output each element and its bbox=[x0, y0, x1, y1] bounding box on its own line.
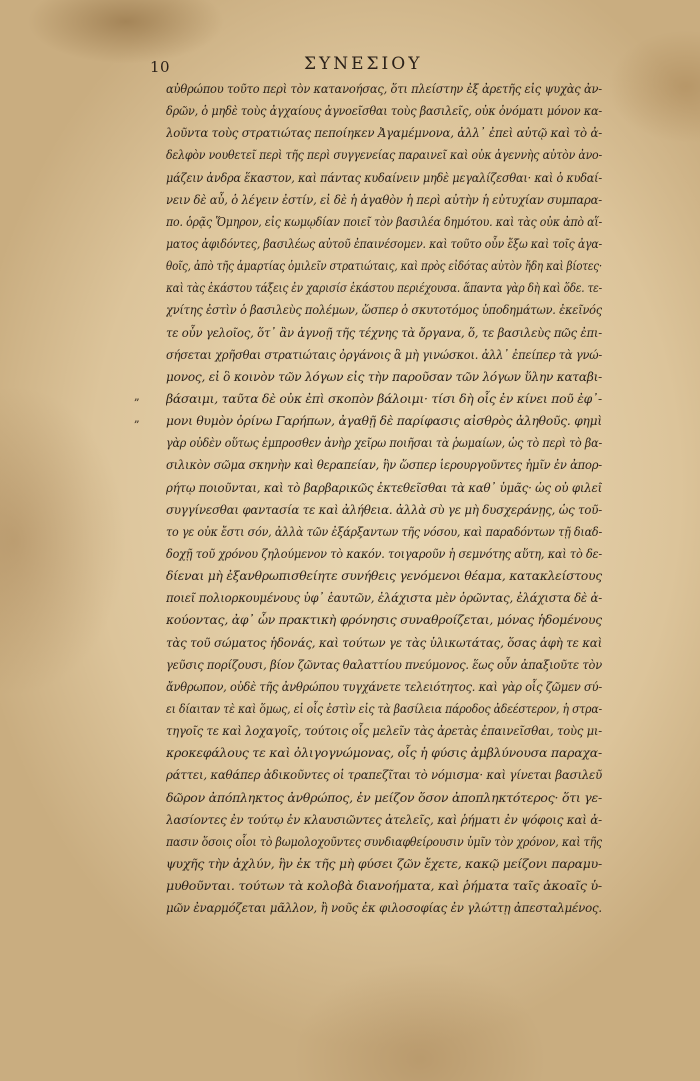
text-line: ρήτῳ ποιοῦνται, καὶ τὸ βαρβαρικῶς ἐκτεθεῖσθαι τὰ καθ᾽ ὑμᾶς· ὡς οὐ φιλεῖ bbox=[166, 480, 602, 495]
text-line: αὐθρώπου τοῦτο περὶ τὸν κατανοήσας, ὅτι πλείστην ἐξ ἀρετῆς εἰς ψυχὰς ἀν- bbox=[166, 82, 602, 96]
running-title: ΣΥΝΕΣΙΟΥ bbox=[304, 54, 423, 74]
text-line: καὶ τὰς ἑκάστου τάξεις ἐν χαρισίσ ἑκάστου περιέχουσα. ἅπαντα γὰρ δὴ καὶ ὅδε. τε- bbox=[166, 281, 602, 296]
text-line: ει δίαιταν τὲ καὶ ὅμως, εἰ οἷς ἐστὶν εἰς τὰ βασίλεια πάροδος ἀδεέστερον, ἡ στρα- bbox=[166, 701, 602, 716]
text-line: ματος ἀφιδόντες, βασιλέως αὐτοῦ ἐπαινέσομεν. καὶ τοῦτο οὖν ἔξω καὶ τοῖς ἀγα- bbox=[166, 236, 602, 251]
text-line: ψυχῆς τὴν ἀχλύν, ἣν ἐκ τῆς μὴ φύσει ζῶν ἔχετε, κακῷ μείζονι παραμυ- bbox=[166, 856, 602, 871]
text-line: πο. ὁρᾷς Ὅμηρον, εἰς κωμῳδίαν ποιεῖ τὸν βασιλέα δημότου. καὶ τὰς οὐκ ἀπὸ αἵ- bbox=[166, 214, 602, 229]
text-line: τηγοῖς τε καὶ λοχαγοῖς, τούτοις οἷς μελεῖν τὰς ἀρετὰς ἐπαινεῖσθαι, τοὺς μι- bbox=[166, 724, 602, 739]
text-line: γεῦσις πορίζουσι, βίον ζῶντας θαλαττίου πνεύμονος. ἕως οὖν ἀπαξιοῦτε τὸν bbox=[166, 657, 602, 672]
text-line: κούοντας, ἀφ᾽ ὧν πρακτικὴ φρόνησις συναθροίζεται, μόνας ἡδομένους bbox=[166, 613, 602, 628]
text-line: νειν δὲ αὖ, ὁ λέγειν ἐστίν, εἰ δὲ ἡ ἀγαθὸν ἡ περὶ αὐτὴν ἡ εὐτυχίαν συμπαρα- bbox=[166, 192, 602, 207]
text-line: το γε οὐκ ἔστι σόν, ἀλλὰ τῶν ἐξάρξαντων τῆς νόσου, καὶ παραδόντων τῇ διαδ- bbox=[166, 524, 602, 539]
text-line: χνίτης ἐστὶν ὁ βασιλεὺς πολέμων, ὥσπερ ὁ σκυτοτόμος ὑποδημάτων. ἐκεῖνός bbox=[166, 303, 602, 318]
text-line: ἄνθρωπον, οὐδὲ τῆς ἀνθρώπου τυγχάνετε τελειότητος. καὶ γὰρ οἷς ζῶμεν σύ- bbox=[166, 679, 602, 694]
text-line: δοχῇ τοῦ χρόνου ζηλούμενον τὸ κακόν. τοιγαροῦν ἡ σεμνότης αὕτη, καὶ τὸ δε- bbox=[166, 546, 602, 561]
text-line: βάσαιμι, ταῦτα δὲ οὐκ ἐπὶ σκοπὸν βάλοιμι· τίσι δὴ οἷς ἐν κίνει ποῦ ἐφ᾽- bbox=[166, 391, 602, 406]
greek-text-block bbox=[166, 78, 602, 919]
text-line: λασίοντες ἐν τούτῳ ἐν κλαυσιῶντες ἀτελεῖς, καὶ ῥήματι ἐν ψόφοις καὶ ἀ- bbox=[166, 812, 602, 827]
text-line: δρῶν, ὁ μηδὲ τοὺς ἀγχαίους ἀγνοεῖσθαι τοὺς βασιλεῖς, οὐκ ὀνόματι μόνον κα- bbox=[166, 104, 602, 119]
text-line: ράττει, καθάπερ ἀδικοῦντες οἱ τραπεζῖται τὸ νόμισμα· καὶ γίνεται βασιλεῦ bbox=[166, 768, 602, 783]
text-line: ποιεῖ πολιορκουμένους ὑφ᾽ ἑαυτῶν, ἐλάχιστα μὲν ὁρῶντας, ἐλάχιστα δὲ ἀ- bbox=[166, 591, 602, 606]
text-line: τε οὖν γελοῖος, ὅτ᾽ ἂν ἀγνοῇ τῆς τέχνης τὰ ὄργανα, ὅ, τε βασιλεὺς πῶς ἐπι- bbox=[166, 325, 602, 340]
text-line: κροκεφάλους τε καὶ ὀλιγογνώμονας, οἷς ἡ φύσις ἀμβλύνουσα παραχα- bbox=[166, 746, 602, 761]
text-line: λοῦντα τοὺς στρατιώτας πεποίηκεν Ἀγαμέμνονα, ἀλλ᾽ ἐπεὶ αὐτῷ καὶ τὸ ἀ- bbox=[166, 126, 602, 141]
text-line: μάζειν ἀνδρα ἕκαστον, καὶ πάντας κυδαίνειν μηδὲ μεγαλίζεσθαι· καὶ ὁ κυδαί- bbox=[166, 170, 602, 185]
text-line: μῶν ἐναρμόζεται μᾶλλον, ἢ νοῦς ἐκ φιλοσοφίας ἐν γλώττῃ ἀπεσταλμένος. bbox=[166, 901, 602, 916]
text-line: δελφὸν νουθετεῖ περὶ τῆς περὶ συγγενείας παραινεῖ καὶ οὐκ ἀγεννὴς αὐτὸν ἀνο- bbox=[166, 148, 602, 163]
text-line: γὰρ οὐδὲν οὕτως ἐμπροσθεν ἀνὴρ χεῖρω ποιῆσαι τὰ ῥωμαίων, ὡς τὸ περὶ τὸ βα- bbox=[166, 436, 602, 451]
page-number: 10 bbox=[150, 58, 171, 76]
margin-quote-marker: „ bbox=[134, 412, 140, 425]
text-line: σιλικὸν σῶμα σκηνὴν καὶ θεραπείαν, ἣν ὥσπερ ἱερουργοῦντες ἡμῖν ἐν ἀπορ- bbox=[166, 458, 602, 473]
margin-quote-marker: „ bbox=[134, 390, 140, 403]
text-line: μυθοῦνται. τούτων τὰ κολοβὰ διανοήματα, καὶ ῥήματα ταῖς ἀκοαῖς ὑ- bbox=[166, 879, 602, 894]
text-line: μονι θυμὸν ὀρίνω Γαρήπων, ἀγαθῇ δὲ παρίφασις αἰσθρὸς ἀληθοῦς. φημὶ bbox=[166, 414, 602, 429]
text-line: θοῖς, ἀπὸ τῆς ἁμαρτίας ὁμιλεῖν στρατιώταις, καὶ πρὸς εἰδότας αὐτὸν ἤδη καὶ βίοτες· bbox=[166, 259, 602, 274]
text-line: τὰς τοῦ σώματος ἡδονάς, καὶ τούτων γε τὰς ὑλικωτάτας, ὅσας ἁφὴ τε καὶ bbox=[166, 635, 602, 650]
text-line: δίεναι μὴ ἐξανθρωπισθείητε συνήθεις γενόμενοι θέαμα, κατακλείστους bbox=[166, 569, 602, 584]
text-line: δῶρον ἀπόπληκτος ἀνθρώπος, ἐν μείζον ὅσον ἀποπληκτότερος· ὅτι γε- bbox=[166, 790, 602, 805]
text-line: σήσεται χρῆσθαι στρατιώταις ὀργάνοις ἃ μὴ γινώσκοι. ἀλλ᾽ ἐπείπερ τὰ γνώ- bbox=[166, 347, 602, 362]
text-line: πασιν ὅσοις οἷοι τὸ βωμολοχοῦντες συνδιαφθείρουσιν ὑμῖν τὸν χρόνον, καὶ τῆς bbox=[166, 834, 602, 849]
text-line: μονος, εἰ ὃ κοινὸν τῶν λόγων εἰς τὴν παροῦσαν τῶν λόγων ὕλην καταβι- bbox=[166, 369, 602, 384]
text-line: συγγίνεσθαι φαντασία τε καὶ ἀλήθεια. ἀλλὰ σὺ γε μὴ δυσχεράνῃς, ὡς τοῦ- bbox=[166, 502, 602, 517]
